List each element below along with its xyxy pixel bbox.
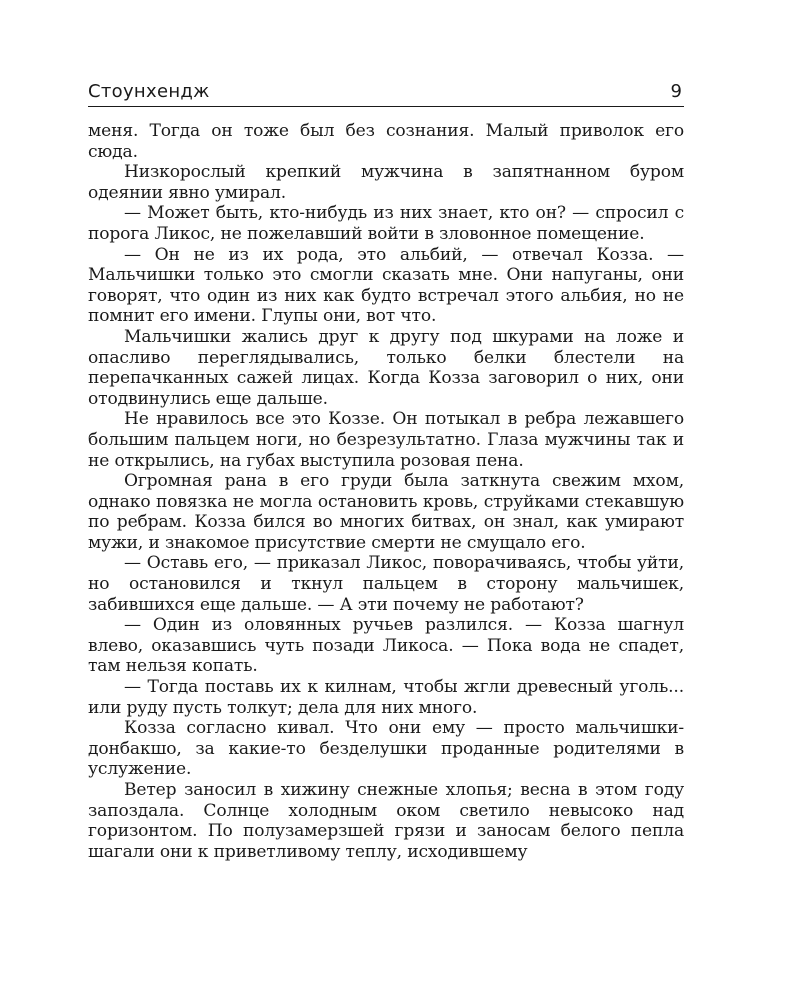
paragraph: Низкорослый крепкий мужчина в запятнанном буром одеянии явно умирал. bbox=[88, 162, 684, 203]
body-text bbox=[88, 121, 684, 862]
book-page bbox=[88, 74, 684, 862]
paragraph: — Может быть, кто-нибудь из них знает, кто он? — спросил с порога Ликос, не пожелавший войти в зловонное помещение. bbox=[88, 203, 684, 244]
running-title: Стоунхендж bbox=[88, 81, 210, 102]
paragraph: Козза согласно кивал. Что они ему — просто мальчишки-донбакшо, за какие-то безделушки проданные родителями в услужение. bbox=[88, 718, 684, 780]
paragraph: Мальчишки жались друг к другу под шкурами на ложе и опасливо переглядывались, только белки блестели на перепачканных сажей лицах. Когда Козза заговорил о них, они отодвинулись еще дальше. bbox=[88, 326, 684, 409]
paragraph: — Он не из их рода, это альбий, — отвечал Козза. — Мальчишки только это смогли сказать мне. Они напуганы, они говорят, что один из них как будто встречал этого альбия, но не помнит его имени. Глупы они, вот что. bbox=[88, 244, 684, 327]
running-header bbox=[88, 74, 684, 107]
paragraph: — Тогда поставь их к килнам, чтобы жгли древесный уголь... или руду пусть толкут; дела для них много. bbox=[88, 677, 684, 718]
paragraph: Огромная рана в его груди была заткнута свежим мхом, однако повязка не могла остановить кровь, струйками стекавшую по ребрам. Козза бился во многих битвах, он знал, как умирают мужи, и знакомое присутствие смерти не смущало его. bbox=[88, 471, 684, 553]
paragraph: — Один из оловянных ручьев разлился. — Козза шагнул влево, оказавшись чуть позади Ликоса. — Пока вода не спадет, там нельзя копать. bbox=[88, 615, 684, 677]
paragraph: Не нравилось все это Коззе. Он потыкал в ребра лежавшего большим пальцем ноги, но безрезультатно. Глаза мужчины так и не открылись, на губах выступила розовая пена. bbox=[88, 409, 684, 471]
page-number: 9 bbox=[670, 81, 682, 102]
paragraph: Ветер заносил в хижину снежные хлопья; весна в этом году запоздала. Солнце холодным оком светило невысоко над горизонтом. По полузамерзшей грязи и заносам белого пепла шагали они к приветливому теплу, исходившему bbox=[88, 780, 684, 862]
paragraph: — Оставь его, — приказал Ликос, поворачиваясь, чтобы уйти, но остановился и ткнул пальцем в сторону мальчишек, забившихся еще дальше. — А эти почему не работают? bbox=[88, 553, 684, 615]
paragraph: меня. Тогда он тоже был без сознания. Малый приволок его сюда. bbox=[88, 121, 684, 162]
